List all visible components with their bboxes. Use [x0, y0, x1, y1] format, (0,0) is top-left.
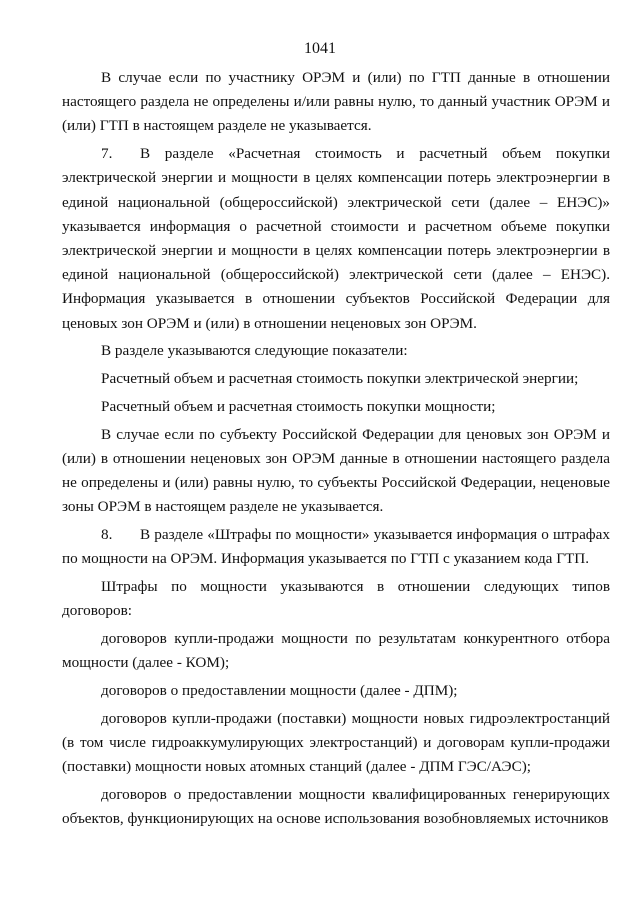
paragraph-text: Расчетный объем и расчетная стоимость покупки электрической энергии;: [101, 370, 579, 388]
paragraph-number: 8.: [101, 526, 113, 544]
paragraph: [62, 627, 610, 675]
paragraph-numbered: [62, 523, 610, 571]
page-number: 1041: [304, 40, 336, 57]
paragraph: [62, 783, 610, 831]
paragraph-text: В разделе «Штрафы по мощности» указывается информация о штрафах по мощности на ОРЭМ. Информация указывается по ГТП с указанием кода ГТП.: [62, 526, 610, 568]
paragraph: [62, 575, 610, 623]
paragraph: [62, 707, 610, 780]
paragraph-text: В случае если по участнику ОРЭМ и (или) по ГТП данные в отношении настоящего раздела не определены и/или равны нулю, то данный участник ОРЭМ и (или) ГТП в настоящем разделе не указывается.: [62, 69, 610, 135]
paragraph-text: В разделе указываются следующие показатели:: [101, 342, 408, 360]
paragraph: [62, 66, 610, 139]
paragraph-number: 7.: [101, 145, 113, 163]
paragraph-text: договоров купли-продажи (поставки) мощности новых гидроэлектростанций (в том числе гидроаккумулирующих электростанций) и договорам купли-продажи (поставки) мощности новых атомных станций (далее - ДПМ ГЭС/АЭС);: [62, 710, 610, 776]
paragraph-text: договоров о предоставлении мощности (далее - ДПМ);: [101, 682, 458, 700]
paragraph: [62, 395, 610, 419]
paragraph-text: В разделе «Расчетная стоимость и расчетный объем покупки электрической энергии и мощности в целях компенсации потерь электроэнергии в единой национальной (общероссийской) электрической сети (далее – ЕНЭС)» указывается информация о расчетной стоимости и расчетном объеме покупки электрической энергии и мощности в целях компенсации потерь электроэнергии в единой национальной (общероссийской) электрической сети (далее – ЕНЭС). Информация указывается в отношении субъектов Российской Федерации для ценовых зон ОРЭМ и (или) в отношении неценовых зон ОРЭМ.: [62, 145, 610, 332]
paragraph: [62, 679, 610, 703]
paragraph: [62, 423, 610, 520]
paragraph-text: договоров о предоставлении мощности квалифицированных генерирующих объектов, функционирующих на основе использования возобновляемых источников: [62, 786, 610, 828]
paragraph-text: Штрафы по мощности указываются в отношении следующих типов договоров:: [62, 578, 610, 620]
paragraph-numbered: [62, 142, 610, 336]
paragraph: [62, 367, 610, 391]
paragraph: [62, 339, 610, 363]
document-body: [62, 66, 610, 832]
paragraph-text: договоров купли-продажи мощности по результатам конкурентного отбора мощности (далее - КОМ);: [62, 630, 610, 672]
paragraph-text: В случае если по субъекту Российской Федерации для ценовых зон ОРЭМ и (или) в отношении неценовых зон ОРЭМ данные в отношении настоящего раздела не определены и (или) равны нулю, то субъекты Российской Федерации, неценовые зоны ОРЭМ в настоящем разделе не указывается.: [62, 425, 610, 516]
paragraph-text: Расчетный объем и расчетная стоимость покупки мощности;: [101, 398, 496, 416]
